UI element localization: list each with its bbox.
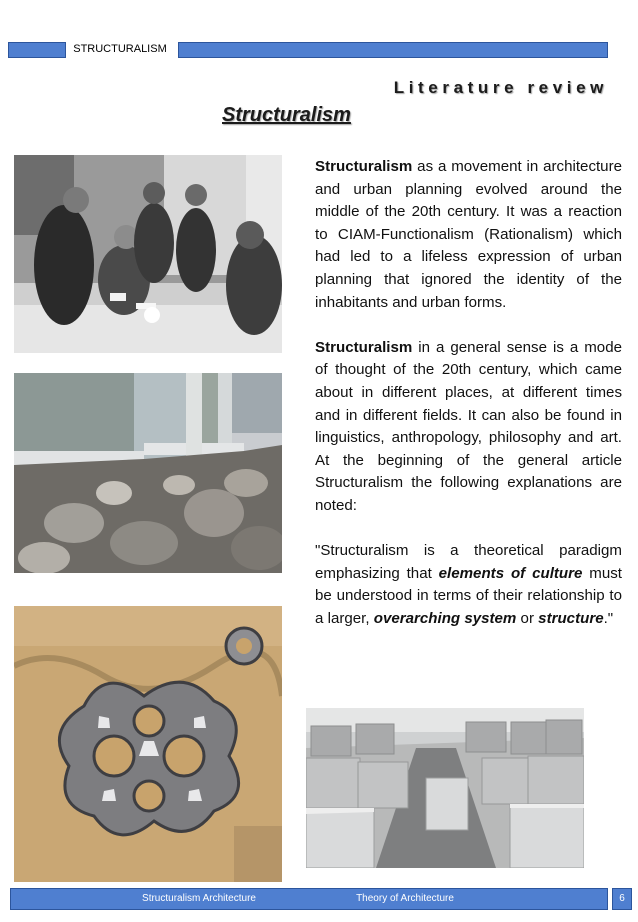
photo-meeting bbox=[14, 155, 282, 353]
photo-concrete-blocks bbox=[306, 708, 584, 868]
quote-paragraph: "Structuralism is a theoretical paradigm emphasizing that elements of culture must be understood in terms of their relationship to a larger, overarching system or structure." bbox=[315, 542, 622, 627]
footer-left-text: Structuralism Architecture bbox=[142, 893, 256, 904]
page-number: 6 bbox=[612, 888, 632, 910]
term-structuralism: Structuralism bbox=[315, 338, 413, 356]
footer-bar bbox=[10, 888, 608, 910]
paragraph-2: Structuralism in a general sense is a mode of thought of the 20th century, which came about in different places, at different times and in different fields. It can also be found in linguistics, anthropology, philosophy and art. At the beginning of the general article Structuralism the following explanations are noted: bbox=[315, 338, 622, 514]
section-label: STRUCTURALISM bbox=[66, 41, 174, 58]
term-structuralism: Structuralism bbox=[315, 158, 413, 175]
emphasis-overarching-system: overarching system bbox=[373, 609, 517, 627]
body-text bbox=[315, 156, 622, 653]
header-bar-left bbox=[8, 42, 66, 58]
photo-aerial-building bbox=[14, 606, 282, 882]
emphasis-elements-of-culture: elements of culture bbox=[438, 564, 583, 582]
page-title: Structuralism bbox=[222, 104, 351, 126]
header-bar-right bbox=[178, 42, 608, 58]
footer-right-text: Theory of Architecture bbox=[356, 893, 454, 904]
photo-rocks-window bbox=[14, 373, 282, 573]
literature-review-kicker: Literature review bbox=[393, 78, 608, 97]
emphasis-structure: structure bbox=[538, 609, 604, 627]
paragraph-1: Structuralism as a movement in architecture and urban planning evolved around the middle of the 20th century. It was a reaction to CIAM-Functionalism (Rationalism) which had led to a lifeless expression of urban planning that ignored the identity of the inhabitants and urban forms. bbox=[315, 158, 622, 311]
